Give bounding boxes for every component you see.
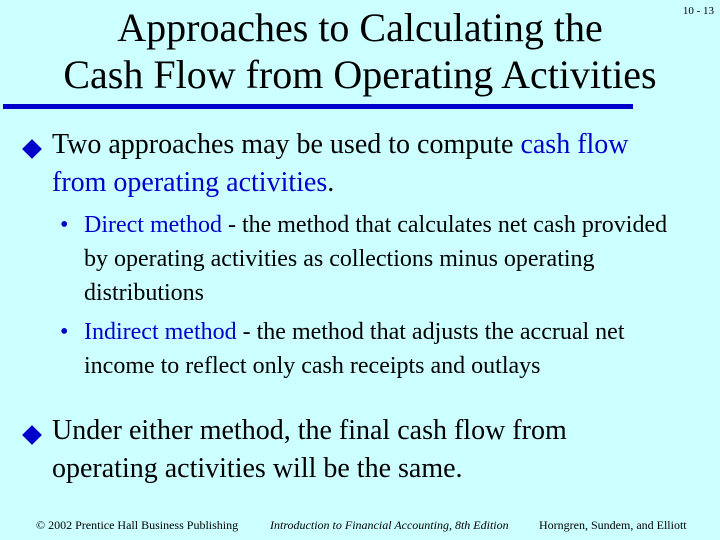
sub-bullet-indirect-method xyxy=(60,315,680,383)
indirect-method-term: Indirect method xyxy=(84,319,237,345)
slide-title xyxy=(0,4,720,98)
title-line-1: Approaches to Calculating the xyxy=(117,5,603,50)
bullet-text: Two approaches may be used to compute cash flow from operating activities. xyxy=(52,129,629,198)
bullet-two-approaches xyxy=(26,126,676,202)
dot-bullet-icon: • xyxy=(60,319,69,345)
highlight-term: cash flow from operating activities xyxy=(52,129,629,198)
footer-authors: Horngren, Sundem, and Elliott xyxy=(539,518,687,532)
title-line-2: Cash Flow from Operating Activities xyxy=(63,52,657,97)
sub-bullet-text: Indirect method - the method that adjusts the accrual net income to reflect only cash receipts and outlays xyxy=(84,319,625,379)
sub-bullet-direct-method xyxy=(60,208,680,310)
sub-bullet-text: Direct method - the method that calculates net cash provided by operating activities as collections minus operating distributions xyxy=(84,212,668,306)
slide-number: 10 - 13 xyxy=(682,5,714,17)
footer-book-title: Introduction to Financial Accounting, 8th Edition xyxy=(270,518,509,532)
bullet-text: Under either method, the final cash flow from operating activities will be the same. xyxy=(52,415,567,484)
dot-bullet-icon: • xyxy=(60,212,69,238)
title-divider xyxy=(3,104,633,109)
bullet-either-method xyxy=(26,412,676,488)
direct-method-term: Direct method xyxy=(84,212,222,238)
footer-copyright: © 2002 Prentice Hall Business Publishing xyxy=(36,518,239,532)
